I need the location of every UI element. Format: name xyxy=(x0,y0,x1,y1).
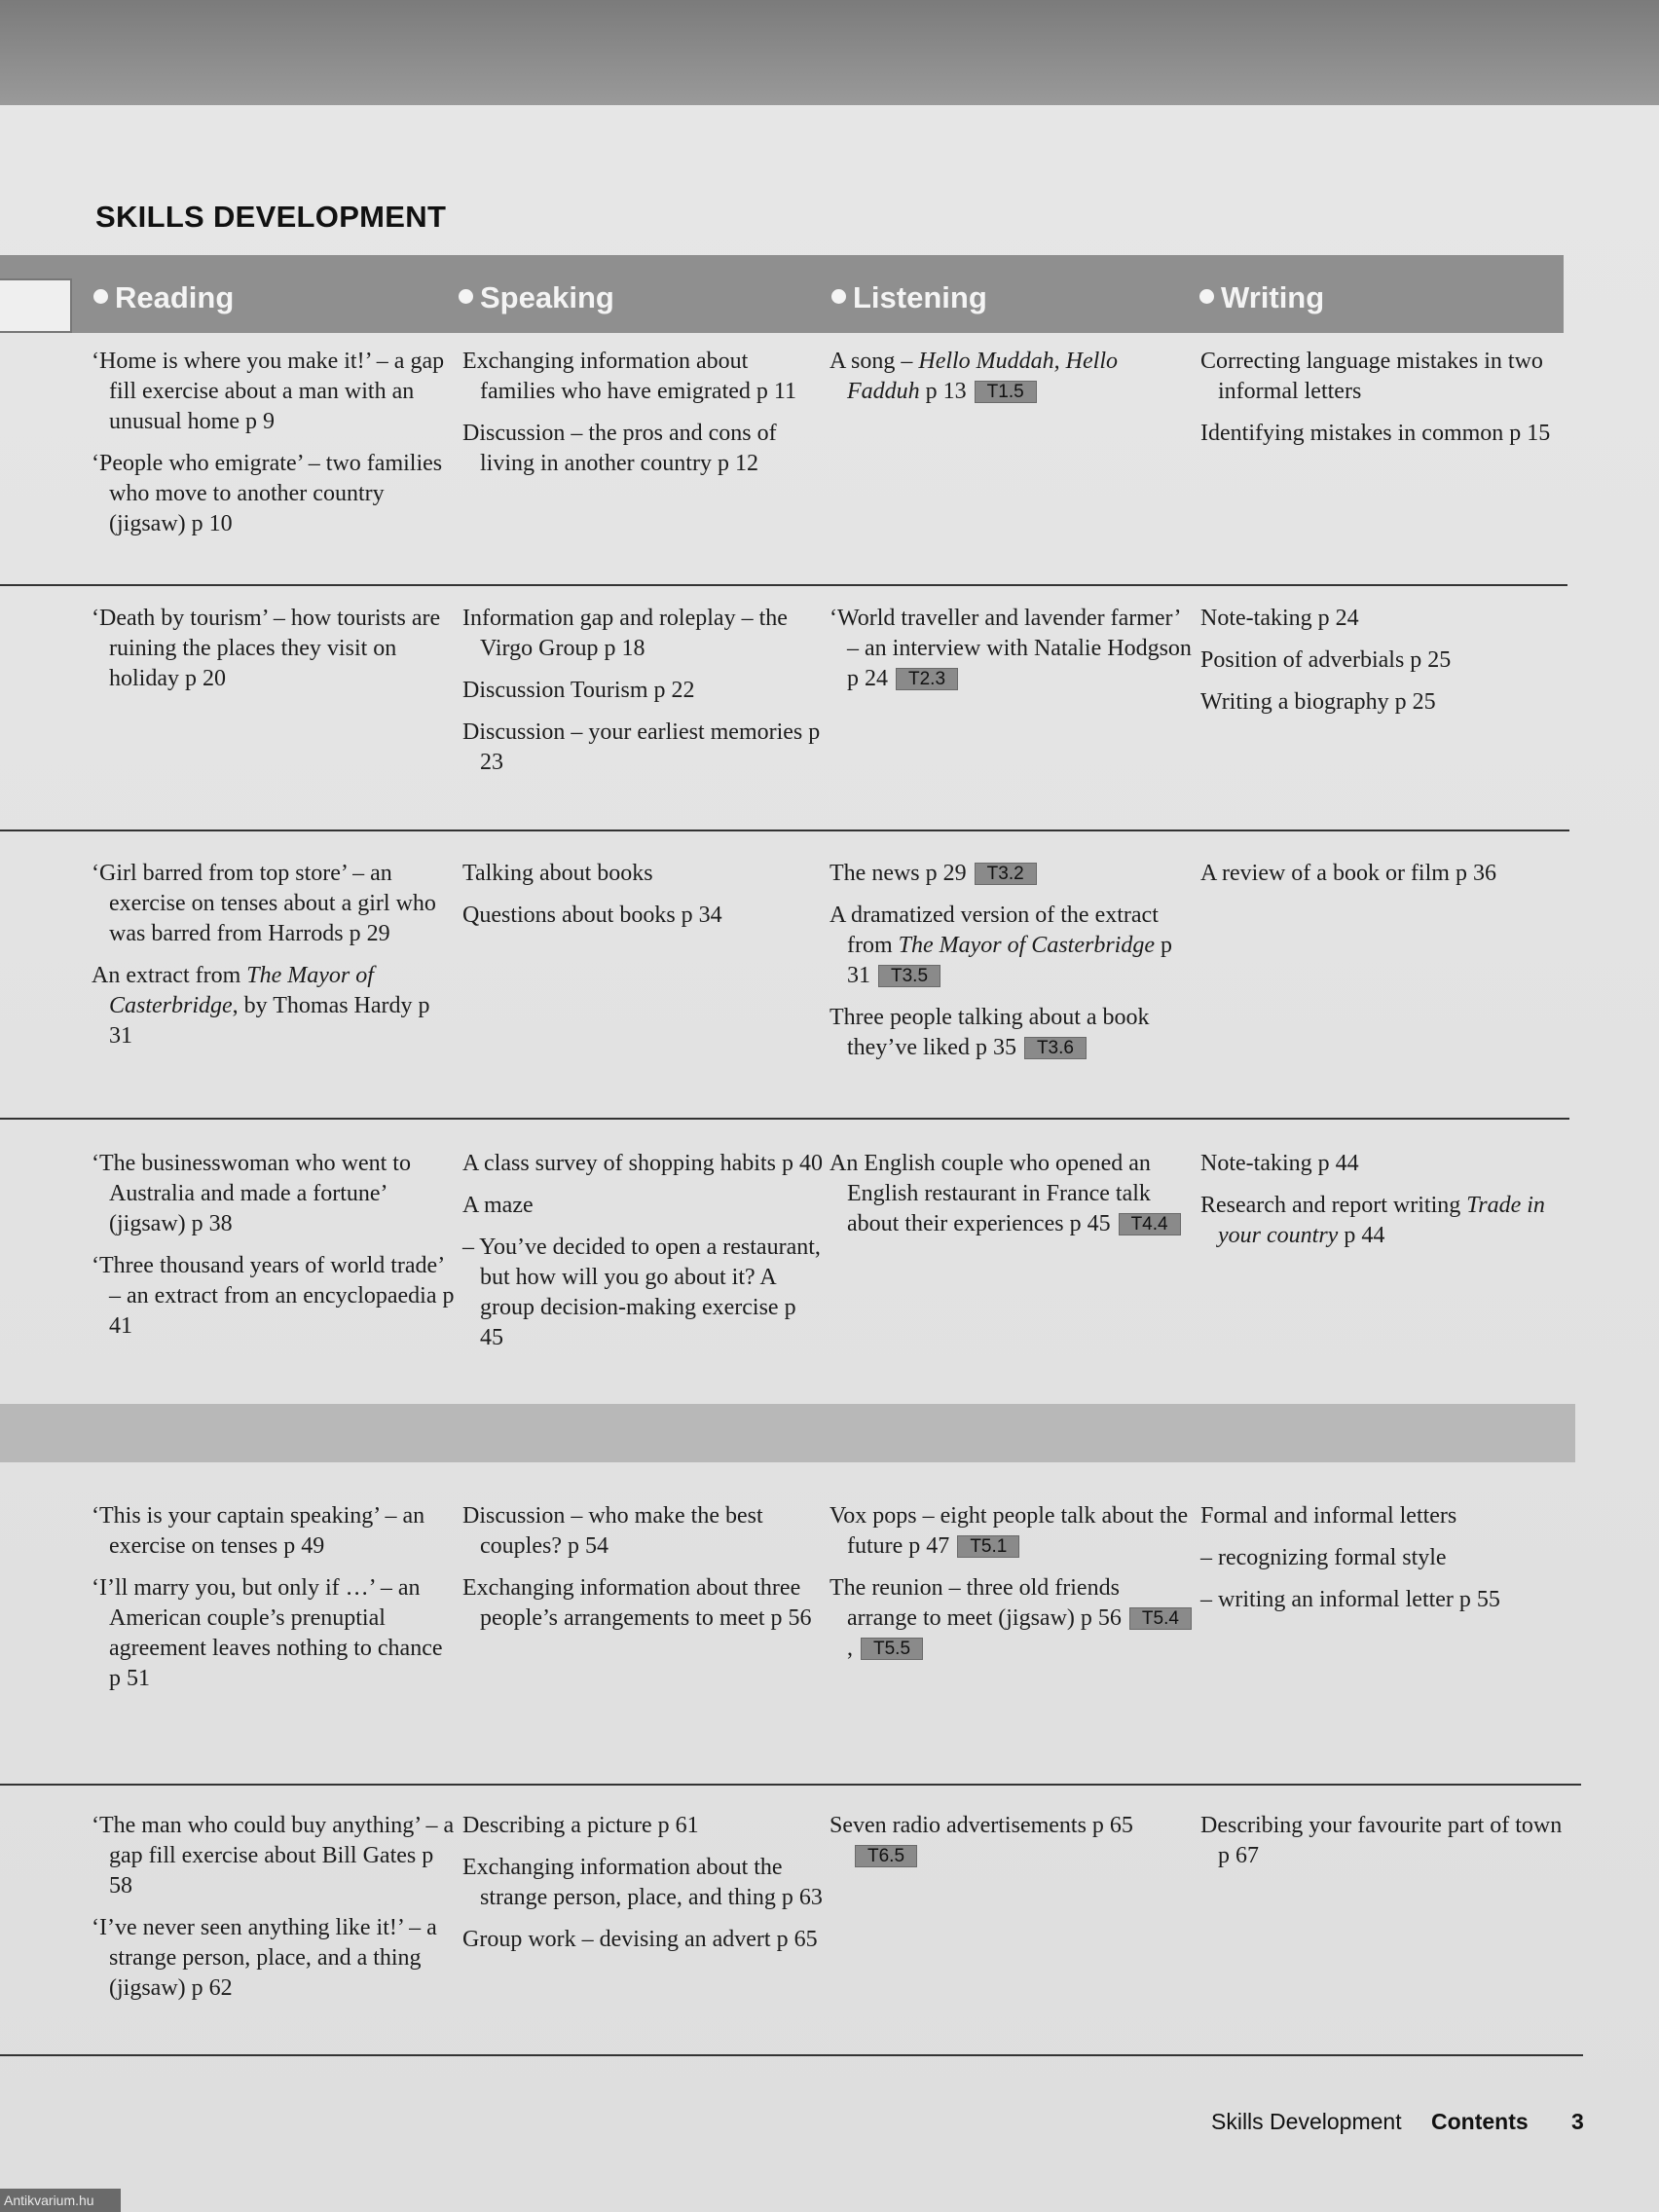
cell-listening xyxy=(830,347,1195,419)
entry-text: Writing a biography p 25 xyxy=(1200,689,1436,715)
entry-text: Seven radio advertisements p 65 xyxy=(830,1813,1133,1838)
entry-text: A song – xyxy=(830,349,919,374)
row-divider xyxy=(0,584,1567,586)
page-number: 3 xyxy=(1571,2109,1584,2134)
entry xyxy=(830,859,1195,889)
entry-text: p 31 xyxy=(847,933,1172,988)
entry-text: Discussion – the pros and cons of living in another country p 12 xyxy=(462,421,777,476)
entry xyxy=(462,604,825,664)
column-header-speaking xyxy=(459,280,614,315)
entry-text: Vox pops – eight people talk about the future p 47 xyxy=(830,1503,1189,1559)
entry-text: Note-taking p 24 xyxy=(1200,606,1359,631)
cell-reading xyxy=(92,1149,458,1353)
entry xyxy=(462,676,825,706)
entry xyxy=(830,604,1195,694)
tapescript-code-badge: T5.1 xyxy=(957,1535,1019,1558)
column-header-label: Reading xyxy=(115,280,235,314)
entry xyxy=(92,961,458,1051)
entry xyxy=(462,901,825,931)
footer-contents-label: Contents xyxy=(1431,2109,1529,2134)
row-divider xyxy=(0,1784,1581,1786)
entry-text: ‘Death by tourism’ – how tourists are ruining the places they visit on holiday p 20 xyxy=(92,606,441,691)
entry xyxy=(1200,347,1575,407)
entry xyxy=(92,1501,458,1562)
entry xyxy=(462,1149,825,1179)
entry xyxy=(462,347,825,407)
entry-text: Exchanging information about the strange person, place, and thing p 63 xyxy=(462,1855,823,1910)
bullet-icon xyxy=(1199,289,1214,304)
entry xyxy=(1200,1149,1575,1179)
entry-text: A dramatized version of the extract from xyxy=(830,903,1159,958)
cell-reading xyxy=(92,604,458,706)
section-title: SKILLS DEVELOPMENT xyxy=(95,200,447,234)
entry xyxy=(92,859,458,949)
entry xyxy=(830,347,1195,407)
cell-speaking xyxy=(462,859,825,942)
entry xyxy=(1200,1501,1575,1531)
entry xyxy=(462,859,825,889)
entry xyxy=(92,449,458,539)
cell-writing xyxy=(1200,347,1575,461)
entry xyxy=(1200,604,1575,634)
cell-speaking xyxy=(462,1811,825,1967)
tapescript-code-badge: T1.5 xyxy=(975,381,1037,403)
entry-text: – recognizing formal style xyxy=(1200,1545,1447,1570)
entry-text: A review of a book or film p 36 xyxy=(1200,861,1496,886)
row-divider xyxy=(0,1118,1569,1120)
tapescript-code-badge: T6.5 xyxy=(855,1845,917,1867)
entry-text: ‘The businesswoman who went to Australia and made a fortune’ (jigsaw) p 38 xyxy=(92,1151,411,1236)
entry-text: , by Thomas Hardy p 31 xyxy=(109,993,430,1049)
entry xyxy=(92,1573,458,1694)
entry-text: Discussion – who make the best couples? p 54 xyxy=(462,1503,763,1559)
entry-text: p 44 xyxy=(1338,1223,1385,1248)
entry xyxy=(830,1811,1195,1871)
entry xyxy=(830,901,1195,991)
entry xyxy=(1200,1543,1575,1573)
entry-text: A maze xyxy=(462,1193,534,1218)
entry-text: The news p 29 xyxy=(830,861,967,886)
entry xyxy=(462,1191,825,1221)
entry-text: Group work – devising an advert p 65 xyxy=(462,1927,818,1952)
bullet-icon xyxy=(831,289,846,304)
entry xyxy=(92,1913,458,2004)
cell-listening xyxy=(830,1811,1195,1883)
entry-text: Research and report writing xyxy=(1200,1193,1467,1218)
cell-writing xyxy=(1200,1501,1575,1627)
tapescript-code-badge: T3.5 xyxy=(878,965,940,987)
entry xyxy=(830,1149,1195,1239)
column-header-writing xyxy=(1199,280,1324,315)
entry-title: Hello Muddah, Hello Fadduh xyxy=(847,349,1118,404)
cell-speaking xyxy=(462,1501,825,1645)
entry-text: Correcting language mistakes in two informal letters xyxy=(1200,349,1543,404)
entry xyxy=(1200,1811,1575,1871)
entry-text: Exchanging information about three people’s arrangements to meet p 56 xyxy=(462,1575,812,1631)
entry xyxy=(92,1811,458,1901)
entry-text: Note-taking p 44 xyxy=(1200,1151,1359,1176)
row-divider xyxy=(0,830,1569,831)
tapescript-code-badge: T3.6 xyxy=(1024,1037,1087,1059)
column-header-label: Speaking xyxy=(480,280,614,314)
cell-listening xyxy=(830,1149,1195,1251)
column-header-label: Writing xyxy=(1221,280,1325,314)
entry xyxy=(92,1251,458,1342)
entry-text: Exchanging information about families who have emigrated p 11 xyxy=(462,349,797,404)
entry xyxy=(830,1501,1195,1562)
entry-text: Three people talking about a book they’ve liked p 35 xyxy=(830,1005,1150,1060)
entry xyxy=(1200,645,1575,676)
entry-text: ‘Home is where you make it!’ – a gap fill exercise about a man with an unusual home p 9 xyxy=(92,349,445,434)
entry xyxy=(462,1925,825,1955)
cell-writing xyxy=(1200,1149,1575,1263)
entry-text: Identifying mistakes in common p 15 xyxy=(1200,421,1551,446)
entry xyxy=(830,1003,1195,1063)
entry-text: Talking about books xyxy=(462,861,653,886)
cell-reading xyxy=(92,1811,458,2015)
entry-text: Formal and informal letters xyxy=(1200,1503,1457,1529)
entry-text: A class survey of shopping habits p 40 xyxy=(462,1151,823,1176)
entry xyxy=(92,347,458,437)
cell-listening xyxy=(830,859,1195,1075)
cell-reading xyxy=(92,1501,458,1706)
entry-text: ‘People who emigrate’ – two families who move to another country (jigsaw) p 10 xyxy=(92,451,443,536)
entry xyxy=(462,1573,825,1634)
tapescript-code-badge: T2.3 xyxy=(896,668,958,690)
cell-reading xyxy=(92,347,458,551)
entry-text: – You’ve decided to open a restaurant, but how will you go about it? A group decision-making exercise p 45 xyxy=(462,1235,821,1350)
entry-text: Describing a picture p 61 xyxy=(462,1813,699,1838)
entry xyxy=(92,1149,458,1239)
column-header-bar xyxy=(0,255,1564,333)
tapescript-code-badge: T3.2 xyxy=(975,863,1037,885)
cell-speaking xyxy=(462,1149,825,1365)
cell-reading xyxy=(92,859,458,1063)
entry-text: ‘Girl barred from top store’ – an exercise on tenses about a girl who was barred from Harrods p 29 xyxy=(92,861,436,946)
cell-listening xyxy=(830,604,1195,706)
watermark xyxy=(0,2189,121,2212)
row-divider xyxy=(0,2054,1583,2056)
entry xyxy=(92,604,458,694)
cell-writing xyxy=(1200,859,1575,901)
cell-speaking xyxy=(462,347,825,491)
entry xyxy=(1200,1191,1575,1251)
entry-text: ‘This is your captain speaking’ – an exercise on tenses p 49 xyxy=(92,1503,425,1559)
entry-title: The Mayor of Casterbridge xyxy=(898,933,1155,958)
entry-text: – writing an informal letter p 55 xyxy=(1200,1587,1500,1612)
tapescript-code-badge: T5.4 xyxy=(1129,1607,1192,1630)
bullet-icon xyxy=(459,289,473,304)
entry-text: Information gap and roleplay – the Virgo Group p 18 xyxy=(462,606,788,661)
entry-title: Trade in your country xyxy=(1218,1193,1545,1248)
entry-text: p 13 xyxy=(919,379,967,404)
footer-section-name: Skills Development xyxy=(1211,2109,1402,2134)
entry-text: ‘I’ve never seen anything like it!’ – a strange person, place, and a thing (jigsaw) p 62 xyxy=(92,1915,437,2001)
entry xyxy=(1200,687,1575,718)
entry xyxy=(462,1811,825,1841)
cell-speaking xyxy=(462,604,825,790)
entry-text: Position of adverbials p 25 xyxy=(1200,647,1452,673)
entry-text: Questions about books p 34 xyxy=(462,903,722,928)
cell-writing xyxy=(1200,1811,1575,1883)
column-header-listening xyxy=(831,280,987,315)
bullet-icon xyxy=(93,289,108,304)
background-top-strip xyxy=(0,0,1659,107)
cell-writing xyxy=(1200,604,1575,729)
entry-title: The Mayor of Casterbridge xyxy=(109,963,374,1018)
cell-listening xyxy=(830,1501,1195,1676)
entry xyxy=(1200,419,1575,449)
entry xyxy=(462,718,825,778)
entry-text: ‘The man who could buy anything’ – a gap fill exercise about Bill Gates p 58 xyxy=(92,1813,455,1899)
entry xyxy=(1200,859,1575,889)
entry xyxy=(462,1853,825,1913)
entry-text: Discussion – your earliest memories p 23 xyxy=(462,719,821,775)
entry-text: Describing your favourite part of town p 67 xyxy=(1200,1813,1563,1868)
tapescript-code-badge: T4.4 xyxy=(1119,1213,1181,1235)
entry-text: ‘Three thousand years of world trade’ – an extract from an encyclopaedia p 41 xyxy=(92,1253,455,1339)
entry-text: The reunion – three old friends arrange to meet (jigsaw) p 56 xyxy=(830,1575,1122,1631)
column-header-label: Listening xyxy=(853,280,987,314)
entry xyxy=(462,1233,825,1353)
entry: The reunion – three old friends arrange to meet (jigsaw) p 56 T5.4, T5.5 xyxy=(830,1573,1195,1664)
entry-text: ‘I’ll marry you, but only if …’ – an American couple’s prenuptial agreement leaves nothing to chance p 51 xyxy=(92,1575,443,1691)
header-left-tab xyxy=(0,278,72,333)
entry xyxy=(462,419,825,479)
entry-text: An English couple who opened an English restaurant in France talk about their experiences p 45 xyxy=(830,1151,1151,1236)
watermark-text: Antikvarium.hu xyxy=(4,2193,94,2208)
tapescript-code-badge: T5.5 xyxy=(861,1638,923,1660)
column-header-reading xyxy=(93,280,234,315)
entry-text: ‘World traveller and lavender farmer’ – an interview with Natalie Hodgson p 24 xyxy=(830,606,1192,691)
entry xyxy=(1200,1585,1575,1615)
unit-separator-band xyxy=(0,1404,1575,1462)
entry-text: Discussion Tourism p 22 xyxy=(462,678,695,703)
entry xyxy=(462,1501,825,1562)
entry-text: An extract from xyxy=(92,963,247,988)
